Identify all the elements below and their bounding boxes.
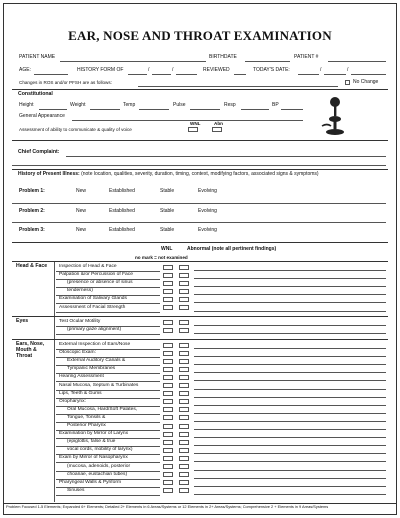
wnl-checkbox[interactable] <box>163 289 173 294</box>
exam-item-label: (mucosa, adenoids, posterior <box>67 463 131 469</box>
wnl-checkbox[interactable] <box>163 297 173 302</box>
abnormal-checkbox[interactable] <box>179 440 189 445</box>
birthdate-label: BIRTHDATE <box>209 54 237 60</box>
resp-field[interactable] <box>241 109 269 110</box>
wnl-checkbox[interactable] <box>163 448 173 453</box>
general-appearance-label: General Appearance <box>19 113 65 119</box>
abnormal-checkbox[interactable] <box>179 415 189 420</box>
section-divider <box>12 261 388 262</box>
form-title: EAR, NOSE AND THROAT EXAMINATION <box>68 28 332 43</box>
communication-abn-box[interactable] <box>212 127 222 132</box>
abnormal-notes-line[interactable] <box>194 461 386 462</box>
wnl-checkbox[interactable] <box>163 359 173 364</box>
exam-item-label: vocal cords, mobility of larynx) <box>67 447 133 453</box>
chief-complaint-field[interactable] <box>66 156 386 157</box>
patient-number-label: PATIENT # <box>294 54 319 60</box>
patient-number-field[interactable] <box>328 61 386 62</box>
chief-complaint-label: Chief Complaint: <box>18 149 60 155</box>
divider <box>12 242 388 243</box>
abn-header: Abn <box>214 121 223 126</box>
section-divider <box>12 316 388 317</box>
section-name-eyes: Eyes <box>16 318 29 324</box>
abnormal-checkbox[interactable] <box>179 391 189 396</box>
problem-2-notes-line[interactable] <box>12 222 386 223</box>
abnormal-notes-line[interactable] <box>194 356 386 357</box>
laryngeal-mirror-icon <box>318 96 352 136</box>
exam-item-label: Examination of Salivary Glands <box>59 296 127 302</box>
divider <box>12 140 388 141</box>
abnormal-checkbox[interactable] <box>179 472 189 477</box>
abnormal-notes-line[interactable] <box>194 478 386 479</box>
abnormal-checkbox[interactable] <box>179 480 189 485</box>
wnl-checkbox[interactable] <box>163 480 173 485</box>
pulse-label: Pulse <box>173 102 186 108</box>
reviewed-field[interactable] <box>234 74 246 75</box>
wnl-checkbox[interactable] <box>163 424 173 429</box>
exam-item-label: Hearing Assessment <box>59 374 104 380</box>
problem-2-evolving[interactable]: Evolving <box>198 208 217 214</box>
wnl-checkbox[interactable] <box>163 305 173 310</box>
wnl-checkbox[interactable] <box>163 343 173 348</box>
problem-3-stable[interactable]: Stable <box>160 227 175 233</box>
exam-item-label: Palpation &/or Percussion of Face <box>59 272 133 278</box>
abnormal-notes-line[interactable] <box>194 294 386 295</box>
abnormal-notes-line[interactable] <box>194 348 386 349</box>
abnormal-notes-line[interactable] <box>194 494 386 495</box>
abnormal-notes-line[interactable] <box>194 286 386 287</box>
history-form-label: HISTORY FORM OF <box>77 67 124 73</box>
age-label: AGE: <box>19 67 31 73</box>
abnormal-notes-line[interactable] <box>194 311 386 312</box>
problem-3-label: Problem 3: <box>19 227 45 233</box>
problem-3-new[interactable]: New <box>76 227 87 233</box>
wnl-checkbox[interactable] <box>163 375 173 380</box>
ros-changes-field[interactable] <box>138 86 338 87</box>
exam-item-label: Sinuses <box>67 487 85 493</box>
abnormal-notes-line[interactable] <box>194 421 386 422</box>
abnormal-notes-line[interactable] <box>194 364 386 365</box>
exam-item-label: Otoscopic Exam: <box>59 350 96 356</box>
exam-item-label: Exam by Mirror of Nasopharynx <box>59 455 128 461</box>
item-underline <box>56 334 160 335</box>
todays-date-label: TODAY'S DATE: <box>253 67 290 73</box>
divider <box>12 169 388 170</box>
problem-2-label: Problem 2: <box>19 208 45 214</box>
height-label: Height <box>19 102 34 108</box>
abnormal-notes-line[interactable] <box>194 397 386 398</box>
exam-item-label: (primary gaze alignment) <box>67 327 122 333</box>
wnl-checkbox[interactable] <box>163 328 173 333</box>
exam-item-label: Pharyngeal Walls & Pyriform <box>59 479 122 485</box>
exam-item-label: Tympanic Membranes <box>67 366 116 372</box>
problem-2-established[interactable]: Established <box>109 208 135 214</box>
problem-3-evolving[interactable]: Evolving <box>198 227 217 233</box>
wnl-checkbox[interactable] <box>163 407 173 412</box>
abnormal-checkbox[interactable] <box>179 328 189 333</box>
abnormal-notes-line[interactable] <box>194 372 386 373</box>
abnormal-notes-line[interactable] <box>194 302 386 303</box>
footer-note: Problem Focused 1-5 Elements; Expanded 6+ Elements; Detailed 2+ Elements in 6 Areas/Systems or 12 Elements in 2+ Areas/Systems; Comprehensive 2 + Elements in 9 Areas/Systems <box>6 504 329 509</box>
hpi-description: (note location, qualities, severity, duration, timing, context, modifying factors, associated signs & symptoms) <box>81 171 319 177</box>
abnormal-notes-line[interactable] <box>194 389 386 390</box>
wnl-checkbox[interactable] <box>163 391 173 396</box>
pulse-field[interactable] <box>190 109 220 110</box>
bp-field[interactable] <box>281 109 303 110</box>
item-underline <box>56 495 160 496</box>
wnl-checkbox[interactable] <box>163 415 173 420</box>
wnl-checkbox[interactable] <box>163 367 173 372</box>
exam-item-label: External Auditory Canals & <box>67 358 126 364</box>
exam-item-label: Lips, Teeth & Gums <box>59 390 102 396</box>
height-field[interactable] <box>39 109 67 110</box>
wnl-checkbox[interactable] <box>163 432 173 437</box>
constitutional-heading: Constitutional <box>18 91 53 97</box>
no-change-label: No Change <box>353 79 379 85</box>
history-date-year[interactable] <box>176 74 197 75</box>
resp-label: Resp <box>224 102 236 108</box>
wnl-checkbox[interactable] <box>163 351 173 356</box>
abnormal-checkbox[interactable] <box>179 305 189 310</box>
section-name-ears-nose-mouth-throat: Ears, Nose, Mouth & Throat <box>16 341 45 359</box>
findings-wnl-header: WNL <box>161 246 173 252</box>
exam-item-label: Tongue, Tonsils & <box>67 414 106 420</box>
exam-item-label: (epiglottis, false & true <box>67 439 116 445</box>
abnormal-checkbox[interactable] <box>179 399 189 404</box>
abnormal-checkbox[interactable] <box>179 351 189 356</box>
general-appearance-field[interactable] <box>72 120 303 121</box>
section-divider <box>12 339 388 340</box>
wnl-checkbox[interactable] <box>163 456 173 461</box>
exam-item-label: Inspection of Head & Face <box>59 264 117 269</box>
abnormal-notes-line[interactable] <box>194 429 386 430</box>
abnormal-notes-line[interactable] <box>194 470 386 471</box>
exam-item-label: tenderness) <box>67 288 93 294</box>
wnl-checkbox[interactable] <box>163 273 173 278</box>
birthdate-field[interactable] <box>245 61 290 62</box>
age-field[interactable] <box>34 74 68 75</box>
weight-label: Weight <box>70 102 86 108</box>
abnormal-checkbox[interactable] <box>179 448 189 453</box>
wnl-header: WNL <box>190 121 201 126</box>
abnormal-checkbox[interactable] <box>179 375 189 380</box>
hpi-title: History of Present Illness: <box>18 171 80 177</box>
wnl-checkbox[interactable] <box>163 281 173 286</box>
abnormal-checkbox[interactable] <box>179 432 189 437</box>
exam-item-label: External Inspection of Ears/Nose <box>59 342 131 347</box>
abnormal-checkbox[interactable] <box>179 464 189 469</box>
abnormal-checkbox[interactable] <box>179 273 189 278</box>
todays-date-month[interactable] <box>298 74 319 75</box>
section-column-divider <box>54 261 55 502</box>
wnl-checkbox[interactable] <box>163 399 173 404</box>
abnormal-checkbox[interactable] <box>179 320 189 325</box>
abnormal-checkbox[interactable] <box>179 343 189 348</box>
abnormal-checkbox[interactable] <box>179 407 189 412</box>
no-mark-legend: no mark = not examined <box>135 255 188 260</box>
patient-name-field[interactable] <box>60 61 206 62</box>
patient-name-label: PATIENT NAME <box>19 54 56 60</box>
abnormal-notes-line[interactable] <box>194 278 386 279</box>
history-date-day[interactable] <box>152 74 171 75</box>
exam-item-label: Examination by Mirror of Larynx <box>59 431 129 437</box>
problem-3-established[interactable]: Established <box>109 227 135 233</box>
weight-field[interactable] <box>90 109 120 110</box>
abnormal-notes-line[interactable] <box>194 405 386 406</box>
problem-1-notes-line[interactable] <box>12 203 386 204</box>
temp-field[interactable] <box>139 109 169 110</box>
problem-1-established[interactable]: Established <box>109 188 135 194</box>
abnormal-notes-line[interactable] <box>194 437 386 438</box>
date-slash: / <box>347 67 349 73</box>
exam-item-label: Assessment of Facial Strength <box>59 304 126 310</box>
chief-complaint-line-2[interactable] <box>12 165 386 166</box>
temp-label: Temp <box>123 102 136 108</box>
exam-item-label: (presence or absence of sinus <box>67 280 133 286</box>
wnl-checkbox[interactable] <box>163 472 173 477</box>
exam-item-label: Posterior Pharynx <box>67 423 106 428</box>
abnormal-notes-line[interactable] <box>194 270 386 271</box>
problem-1-evolving[interactable]: Evolving <box>198 188 217 194</box>
communication-assessment-label: Assessment of ability to communicate & quality of voice <box>19 127 132 132</box>
ros-changes-label: Changes in ROS and/or PFSH are as follows: <box>19 80 112 85</box>
section-name-head-face: Head & Face <box>16 263 48 269</box>
abnormal-notes-line[interactable] <box>194 325 386 326</box>
problem-1-stable[interactable]: Stable <box>160 188 175 194</box>
exam-item-label: choanae, eustachian tubes) <box>67 471 128 477</box>
reviewed-label: REVIEWED <box>203 67 230 73</box>
abnormal-notes-line[interactable] <box>194 486 386 487</box>
abnormal-checkbox[interactable] <box>179 359 189 364</box>
abnormal-checkbox[interactable] <box>179 424 189 429</box>
wnl-checkbox[interactable] <box>163 440 173 445</box>
abnormal-checkbox[interactable] <box>179 488 189 493</box>
no-change-checkbox[interactable] <box>345 80 350 85</box>
problem-2-new[interactable]: New <box>76 208 87 214</box>
abnormal-checkbox[interactable] <box>179 289 189 294</box>
hpi-heading <box>18 172 378 178</box>
exam-item-label: Test Ocular Motility <box>59 319 101 324</box>
findings-abnormal-header: Abnormal (note all pertinent findings) <box>187 246 277 252</box>
todays-date-year[interactable] <box>351 74 386 75</box>
problem-1-new[interactable]: New <box>76 188 87 194</box>
abnormal-checkbox[interactable] <box>179 456 189 461</box>
abnormal-checkbox[interactable] <box>179 265 189 270</box>
problem-2-stable[interactable]: Stable <box>160 208 175 214</box>
wnl-checkbox[interactable] <box>163 265 173 270</box>
date-slash: / <box>148 67 150 73</box>
abnormal-notes-line[interactable] <box>194 380 386 381</box>
abnormal-checkbox[interactable] <box>179 281 189 286</box>
divider <box>12 89 388 90</box>
item-underline <box>56 312 160 313</box>
wnl-checkbox[interactable] <box>163 488 173 493</box>
abnormal-notes-line[interactable] <box>194 445 386 446</box>
problem-1-label: Problem 1: <box>19 188 45 194</box>
abnormal-checkbox[interactable] <box>179 367 189 372</box>
abnormal-notes-line[interactable] <box>194 453 386 454</box>
exam-item-label: Oral Mucosa, Hard/Soft Palates, <box>67 406 138 412</box>
bp-label: BP <box>272 102 279 108</box>
wnl-checkbox[interactable] <box>163 320 173 325</box>
communication-wnl-box[interactable] <box>188 127 198 132</box>
history-date-month[interactable] <box>128 74 147 75</box>
abnormal-checkbox[interactable] <box>179 297 189 302</box>
wnl-checkbox[interactable] <box>163 464 173 469</box>
abnormal-notes-line[interactable] <box>194 333 386 334</box>
exam-item-label: Nasal Mucosa, Septum & Turbinates <box>59 382 139 388</box>
date-slash: / <box>172 67 174 73</box>
wnl-checkbox[interactable] <box>163 383 173 388</box>
abnormal-checkbox[interactable] <box>179 383 189 388</box>
todays-date-day[interactable] <box>324 74 346 75</box>
exam-item-label: Oropharynx: <box>59 398 86 404</box>
date-slash: / <box>320 67 322 73</box>
abnormal-notes-line[interactable] <box>194 413 386 414</box>
